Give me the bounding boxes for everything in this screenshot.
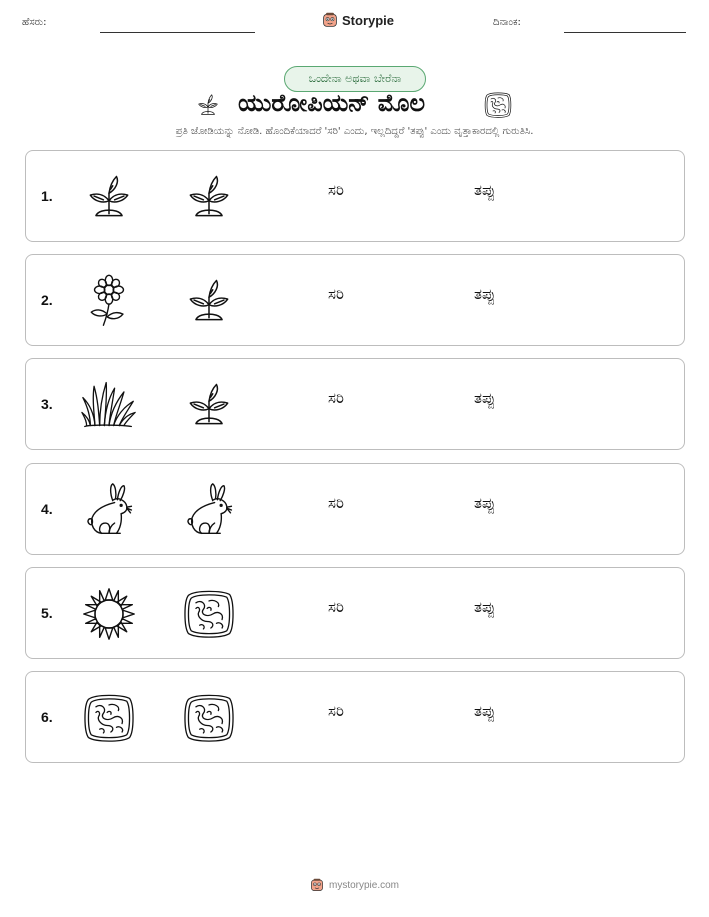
question-number: 6. — [41, 709, 53, 725]
name-label: ಹೆಸರು: — [22, 17, 47, 28]
question-row — [25, 567, 685, 659]
question-row — [25, 254, 685, 346]
false-option[interactable]: ತಪ್ಪು — [474, 181, 496, 199]
burrow-icon — [181, 690, 237, 746]
footer — [0, 878, 709, 892]
rabbit-icon — [181, 482, 237, 538]
question-number: 3. — [41, 396, 53, 412]
sprout-icon — [81, 169, 137, 225]
true-option[interactable]: ಸರಿ — [328, 181, 344, 199]
burrow-icon — [483, 90, 513, 120]
false-option[interactable]: ತಪ್ಪು — [474, 702, 496, 720]
burrow-icon — [181, 586, 237, 642]
false-option[interactable]: ತಪ್ಪು — [474, 494, 496, 512]
true-option[interactable]: ಸರಿ — [328, 285, 344, 303]
brand-name: Storypie — [342, 12, 395, 28]
instruction-text: ಪ್ರತಿ ಜೋಡಿಯನ್ನು ನೋಡಿ. ಹೊಂದಿಕೆಯಾದರೆ 'ಸರಿ' ಎಂದು, ಇಲ್ಲದಿದ್ದರೆ 'ತಪ್ಪು' ಎಂದು ವೃತ್ತಾಕಾರದಲ್ಲಿ ಗುರುತಿಸಿ. — [175, 126, 534, 137]
sun-icon — [81, 586, 137, 642]
sprout-icon — [181, 377, 237, 433]
true-option[interactable]: ಸರಿ — [328, 494, 344, 512]
false-option[interactable]: ತಪ್ಪು — [474, 285, 496, 303]
false-option[interactable]: ತಪ್ಪು — [474, 389, 496, 407]
name-blank-line[interactable] — [100, 32, 255, 33]
title-row — [0, 88, 709, 122]
question-number: 2. — [41, 292, 53, 308]
grass-icon — [81, 377, 137, 433]
question-number: 4. — [41, 501, 53, 517]
category-badge: ಒಂದೇನಾ ಅಥವಾ ಬೇರೆನಾ — [284, 66, 426, 92]
footer-url: mystorypie.com — [328, 879, 399, 891]
true-option[interactable]: ಸರಿ — [328, 389, 344, 407]
date-label: ದಿನಾಂಕ: — [493, 17, 521, 28]
date-blank-line[interactable] — [564, 32, 686, 33]
sprout-icon — [181, 169, 237, 225]
rabbit-icon — [81, 482, 137, 538]
true-option[interactable]: ಸರಿ — [328, 702, 344, 720]
question-row — [25, 358, 685, 450]
question-number: 1. — [41, 188, 53, 204]
true-option[interactable]: ಸರಿ — [328, 598, 344, 616]
question-row — [25, 150, 685, 242]
burrow-icon — [81, 690, 137, 746]
question-row — [25, 463, 685, 555]
false-option[interactable]: ತಪ್ಪು — [474, 598, 496, 616]
storypie-logo-icon — [322, 12, 338, 28]
sprout-icon — [194, 91, 222, 119]
question-number: 5. — [41, 605, 53, 621]
page-title: ಯುರೋಪಿಯನ್ ಮೊಲ — [238, 89, 426, 117]
storypie-brand — [322, 12, 394, 28]
flower-icon — [81, 273, 137, 329]
question-row — [25, 671, 685, 763]
storypie-logo-icon — [310, 878, 324, 892]
worksheet-header — [0, 0, 709, 50]
sprout-icon — [181, 273, 237, 329]
